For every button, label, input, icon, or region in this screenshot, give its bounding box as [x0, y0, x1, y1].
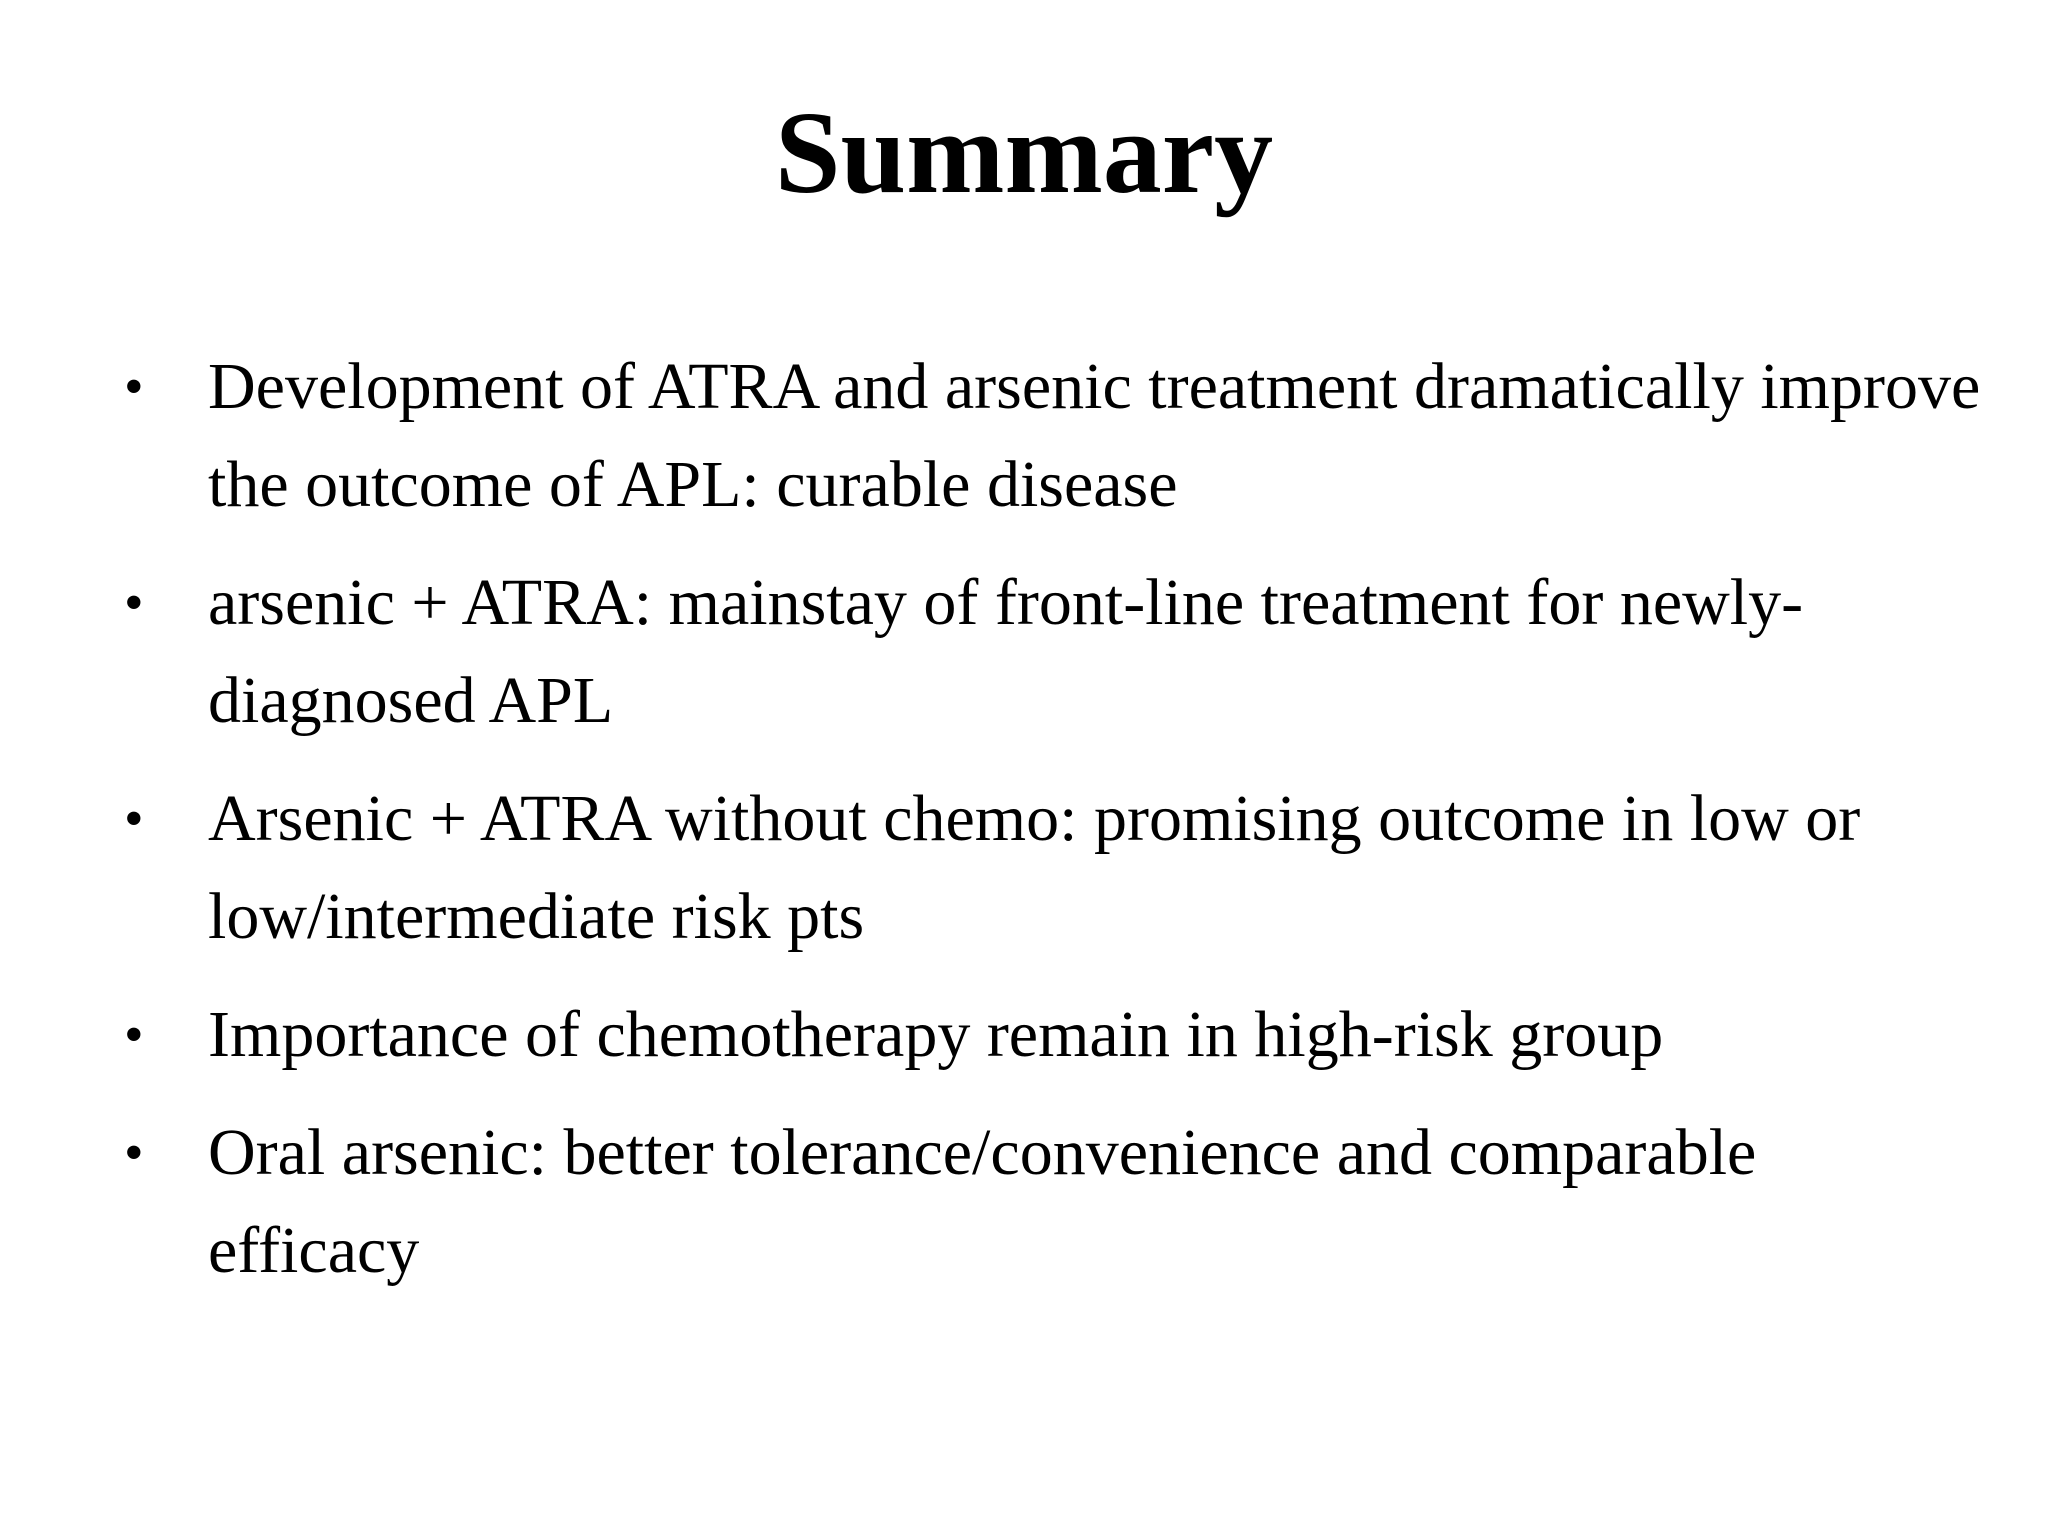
bullet-text: Importance of chemotherapy remain in high-risk group [208, 998, 1664, 1071]
bullet-text: arsenic + ATRA: mainstay of front-line treatment for newly-diagnosed APL [208, 566, 1804, 737]
bullet-icon: • [124, 356, 144, 418]
bullet-item [124, 1104, 1984, 1300]
slide-title: Summary [774, 87, 1274, 218]
bullet-item [124, 554, 1984, 750]
bullet-text: Development of ATRA and arsenic treatment dramatically improve the outcome of APL: curable disease [208, 350, 1981, 521]
bullet-text: Oral arsenic: better tolerance/convenience and comparable efficacy [208, 1116, 1757, 1287]
bullet-item [124, 986, 1984, 1084]
bullet-item [124, 770, 1984, 966]
bullet-icon: • [124, 1004, 144, 1066]
bullet-icon: • [124, 788, 144, 850]
bullet-icon: • [124, 1122, 144, 1184]
bullet-item [124, 338, 1984, 534]
bullet-list [124, 338, 1984, 1320]
bullet-text: Arsenic + ATRA without chemo: promising outcome in low or low/intermediate risk pts [208, 782, 1861, 953]
bullet-icon: • [124, 572, 144, 634]
